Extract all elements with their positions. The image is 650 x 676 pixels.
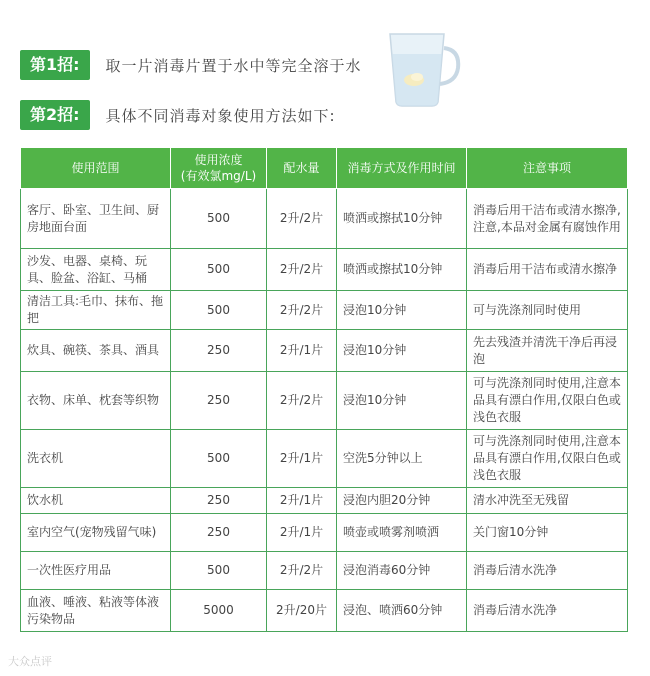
method-cell: 浸泡消毒60分钟	[337, 552, 467, 590]
concentration-cell: 250	[171, 488, 267, 514]
water-ratio-cell: 2升/2片	[267, 249, 337, 291]
note-cell: 消毒后清水洗净	[467, 552, 628, 590]
step-1-badge: 第1招:	[20, 50, 90, 80]
note-cell: 可与洗涤剂同时使用,注意本品具有漂白作用,仅限白色或浅色衣服	[467, 430, 628, 488]
step-2-badge: 第2招:	[20, 100, 90, 130]
column-header: 消毒方式及作用时间	[337, 148, 467, 189]
note-cell: 消毒后用干洁布或清水擦净	[467, 249, 628, 291]
concentration-cell: 500	[171, 552, 267, 590]
scope-cell: 洗衣机	[21, 430, 171, 488]
water-ratio-cell: 2升/2片	[267, 372, 337, 430]
concentration-cell: 500	[171, 430, 267, 488]
table-row	[21, 189, 628, 249]
note-cell: 清水冲洗至无残留	[467, 488, 628, 514]
note-cell: 关门窗10分钟	[467, 514, 628, 552]
scope-cell: 客厅、卧室、卫生间、厨房地面台面	[21, 189, 171, 249]
disinfection-table	[20, 147, 628, 632]
table-row	[21, 514, 628, 552]
watermark-logo	[8, 653, 52, 669]
method-cell: 喷洒或擦拭10分钟	[337, 189, 467, 249]
water-glass-icon	[382, 28, 462, 108]
water-ratio-cell: 2升/1片	[267, 514, 337, 552]
concentration-cell: 250	[171, 514, 267, 552]
scope-cell: 一次性医疗用品	[21, 552, 171, 590]
step-2	[20, 100, 336, 130]
water-ratio-cell: 2升/1片	[267, 430, 337, 488]
column-header: 配水量	[267, 148, 337, 189]
step-1-text: 取一片消毒片置于水中等完全溶于水	[105, 56, 362, 75]
method-cell: 浸泡10分钟	[337, 330, 467, 372]
note-cell: 可与洗涤剂同时使用	[467, 291, 628, 330]
note-cell: 消毒后用干洁布或清水擦净,注意,本品对金属有腐蚀作用	[467, 189, 628, 249]
table-row	[21, 590, 628, 632]
water-ratio-cell: 2升/20片	[267, 590, 337, 632]
concentration-cell: 250	[171, 330, 267, 372]
scope-cell: 室内空气(宠物残留气味)	[21, 514, 171, 552]
table-row	[21, 330, 628, 372]
concentration-cell: 250	[171, 372, 267, 430]
column-header: 使用范围	[21, 148, 171, 189]
water-ratio-cell: 2升/1片	[267, 488, 337, 514]
column-header: 注意事项	[467, 148, 628, 189]
concentration-cell: 500	[171, 189, 267, 249]
note-cell: 可与洗涤剂同时使用,注意本品具有漂白作用,仅限白色或浅色衣服	[467, 372, 628, 430]
table-row	[21, 430, 628, 488]
note-cell: 先去残渣并清洗干净后再浸泡	[467, 330, 628, 372]
method-cell: 浸泡10分钟	[337, 372, 467, 430]
concentration-cell: 5000	[171, 590, 267, 632]
scope-cell: 血液、唾液、粘液等体液污染物品	[21, 590, 171, 632]
scope-cell: 沙发、电器、桌椅、玩具、脸盆、浴缸、马桶	[21, 249, 171, 291]
water-ratio-cell: 2升/2片	[267, 291, 337, 330]
method-cell: 浸泡、喷洒60分钟	[337, 590, 467, 632]
method-cell: 浸泡内胆20分钟	[337, 488, 467, 514]
water-ratio-cell: 2升/1片	[267, 330, 337, 372]
concentration-cell: 500	[171, 249, 267, 291]
step-1	[20, 50, 362, 80]
table-header-row	[21, 148, 628, 189]
table-row	[21, 291, 628, 330]
table-row	[21, 488, 628, 514]
scope-cell: 衣物、床单、枕套等织物	[21, 372, 171, 430]
note-cell: 消毒后清水洗净	[467, 590, 628, 632]
scope-cell: 饮水机	[21, 488, 171, 514]
table-row	[21, 249, 628, 291]
water-ratio-cell: 2升/2片	[267, 189, 337, 249]
method-cell: 喷壶或喷雾剂喷洒	[337, 514, 467, 552]
water-ratio-cell: 2升/2片	[267, 552, 337, 590]
scope-cell: 炊具、碗筷、茶具、酒具	[21, 330, 171, 372]
concentration-cell: 500	[171, 291, 267, 330]
column-header: 使用浓度 (有效氯mg/L)	[171, 148, 267, 189]
watermark-text: 大众点评	[8, 655, 52, 668]
step-2-text: 具体不同消毒对象使用方法如下:	[105, 106, 336, 125]
method-cell: 浸泡10分钟	[337, 291, 467, 330]
table-row	[21, 552, 628, 590]
method-cell: 喷洒或擦拭10分钟	[337, 249, 467, 291]
scope-cell: 清洁工具:毛巾、抹布、拖把	[21, 291, 171, 330]
table-row	[21, 372, 628, 430]
method-cell: 空洗5分钟以上	[337, 430, 467, 488]
